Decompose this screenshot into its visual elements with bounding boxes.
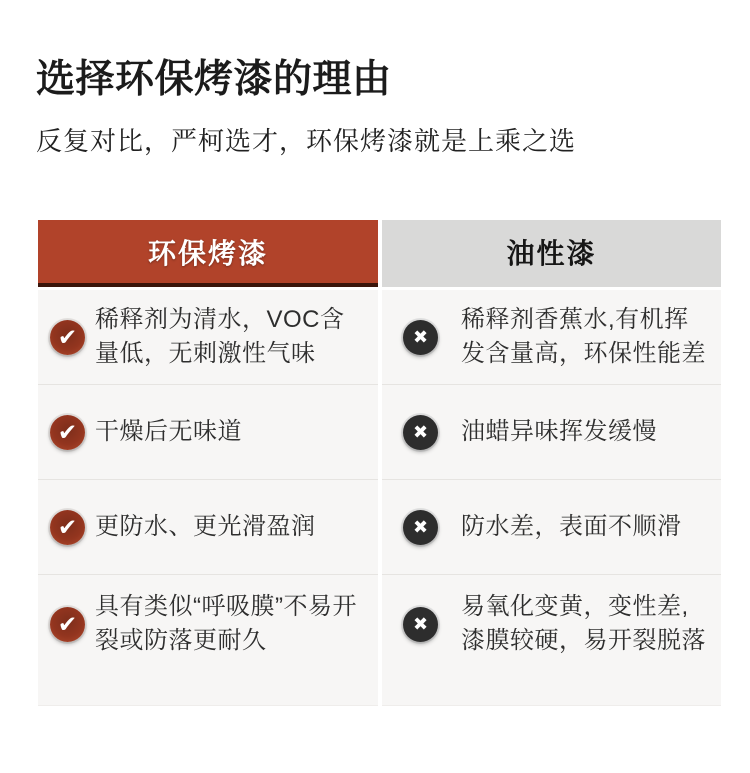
page-subtitle: 反复对比，严柯选才，环保烤漆就是上乘之选 bbox=[36, 126, 577, 156]
check-icon: ✔ bbox=[50, 607, 85, 642]
x-icon: ✖ bbox=[403, 607, 438, 642]
table-row-4-eco-cell bbox=[38, 575, 378, 706]
header-label-oil: 油性漆 bbox=[506, 237, 597, 269]
table-header-row bbox=[38, 220, 721, 287]
table-body bbox=[38, 290, 721, 706]
page-title: 选择环保烤漆的理由 bbox=[36, 58, 392, 101]
table-row-3-oil-cell bbox=[382, 480, 721, 575]
x-icon: ✖ bbox=[403, 510, 438, 545]
eco-point-2: 干燥后无味道 bbox=[95, 418, 242, 445]
table-row-2-eco-cell bbox=[38, 385, 378, 480]
eco-point-1: 稀释剂为清水，VOC含量低，无刺激性气味 bbox=[95, 306, 345, 367]
table-row-4-oil-cell bbox=[382, 575, 721, 706]
x-icon: ✖ bbox=[403, 415, 438, 450]
header-cell-oil-paint bbox=[382, 220, 721, 287]
eco-point-3: 更防水、更光滑盈润 bbox=[95, 513, 316, 540]
check-icon: ✔ bbox=[50, 415, 85, 450]
x-icon: ✖ bbox=[403, 320, 438, 355]
header-label-eco: 环保烤漆 bbox=[147, 237, 268, 269]
eco-point-4: 具有类似“呼吸膜”不易开裂或防落更耐久 bbox=[95, 593, 357, 654]
table-row-1-oil-cell bbox=[382, 290, 721, 385]
comparison-table bbox=[38, 220, 721, 706]
oil-point-4: 易氧化变黄，变性差,漆膜较硬，易开裂脱落 bbox=[461, 593, 706, 654]
oil-point-1: 稀释剂香蕉水,有机挥发含量高，环保性能差 bbox=[461, 306, 706, 367]
oil-point-3: 防水差，表面不顺滑 bbox=[461, 513, 682, 540]
oil-point-2: 油蜡异味挥发缓慢 bbox=[461, 418, 657, 445]
table-row-1-eco-cell bbox=[38, 290, 378, 385]
check-icon: ✔ bbox=[50, 510, 85, 545]
table-row-2-oil-cell bbox=[382, 385, 721, 480]
header-cell-eco-paint bbox=[38, 220, 378, 287]
check-icon: ✔ bbox=[50, 320, 85, 355]
table-row-3-eco-cell bbox=[38, 480, 378, 575]
